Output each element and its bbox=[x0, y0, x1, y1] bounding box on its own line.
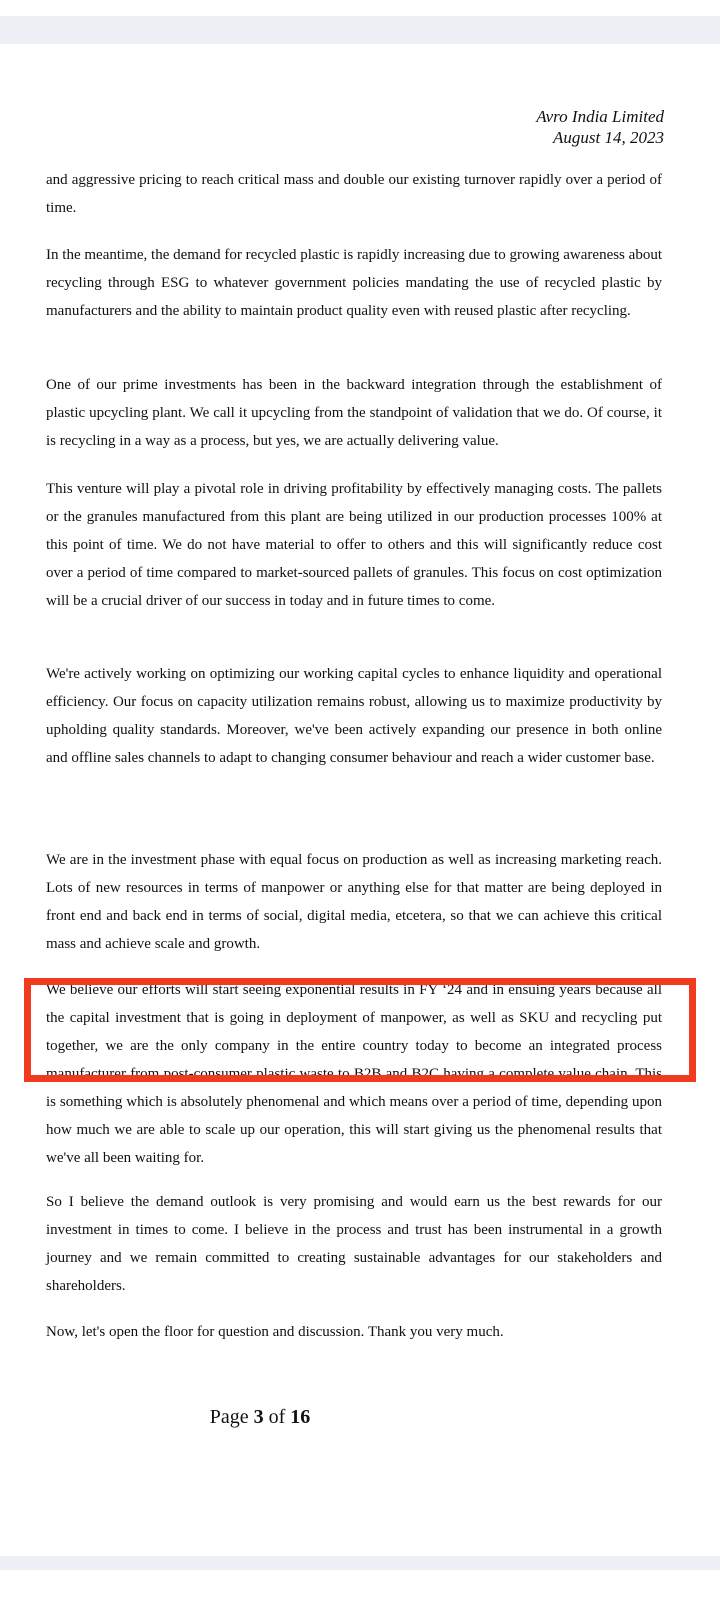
page-word: Page bbox=[209, 1406, 249, 1428]
paragraph-6: We are in the investment phase with equal focus on production as well as increasing marketing reach. Lots of new resources in terms of manpower or anything else for that matter are being deployed in front end and back end in terms of social, digital media, etcetera, so that we can achieve this critical mass and achieve scale and growth. bbox=[46, 852, 662, 952]
paragraph-5: We're actively working on optimizing our working capital cycles to enhance liquidity and operational efficiency. Our focus on capacity utilization remains robust, allowing us to maximize productivity by upholding quality standards. Moreover, we've been actively expanding our presence in both online and offline sales channels to adapt to changing consumer behaviour and reach a wider customer base. bbox=[46, 666, 662, 766]
page-number-footer bbox=[0, 1406, 520, 1429]
of-word: of bbox=[268, 1406, 286, 1428]
total-pages-number: 16 bbox=[290, 1406, 311, 1428]
highlight-annotation-box bbox=[24, 978, 696, 1082]
paragraph-8: So I believe the demand outlook is very promising and would earn us the best rewards for our investment in times to come. I believe in the process and trust has been instrumental in a growth journey and we remain committed to creating sustainable advantages for our stakeholders and shareholders. bbox=[46, 1194, 662, 1294]
current-page-number: 3 bbox=[253, 1406, 264, 1428]
previous-page-edge bbox=[0, 0, 720, 16]
paragraph-3: One of our prime investments has been in the backward integration through the establishment of plastic upcycling plant. We call it upcycling from the standpoint of validation that we do. Of course, it is recycling in a way as a process, but yes, we are actually delivering value. bbox=[46, 377, 662, 449]
document-page bbox=[0, 44, 720, 1556]
next-page-edge bbox=[0, 1570, 720, 1600]
paragraph-7: We believe our efforts will start seeing exponential results in FY ‘24 and in ensuing years because all the capital investment that is going in deployment of manpower, as well as SKU and recycling put together, we are the only company in the entire country today to become an integrated process manufacturer from post-consumer plastic waste to B2B and B2C having a complete value chain. This is something which is absolutely phenomenal and which means over a period of time, depending upon how much we are able to scale up our operation, this will start giving us the phenomenal results that we've all been waiting for. bbox=[46, 982, 662, 1166]
header-date: August 14, 2023 bbox=[553, 128, 664, 147]
paragraph-4: This venture will play a pivotal role in driving profitability by effectively managing costs. The pallets or the granules manufactured from this plant are being utilized in our production processes 100% at this point of time. We do not have material to offer to others and this will significantly reduce cost over a period of time compared to market-sourced pallets of granules. This focus on cost optimization will be a crucial driver of our success in today and in future times to come. bbox=[46, 481, 662, 609]
company-name: Avro India Limited bbox=[536, 107, 664, 126]
paragraph-2: In the meantime, the demand for recycled plastic is rapidly increasing due to growing awareness about recycling through ESG to whatever government policies mandating the use of recycled plastic by manufacturers and the ability to maintain product quality even with reused plastic after recycling. bbox=[46, 247, 662, 319]
page-header bbox=[536, 106, 664, 148]
paragraph-9: Now, let's open the floor for question and discussion. Thank you very much. bbox=[46, 1324, 504, 1340]
paragraph-1: and aggressive pricing to reach critical mass and double our existing turnover rapidly over a period of time. bbox=[46, 172, 662, 216]
